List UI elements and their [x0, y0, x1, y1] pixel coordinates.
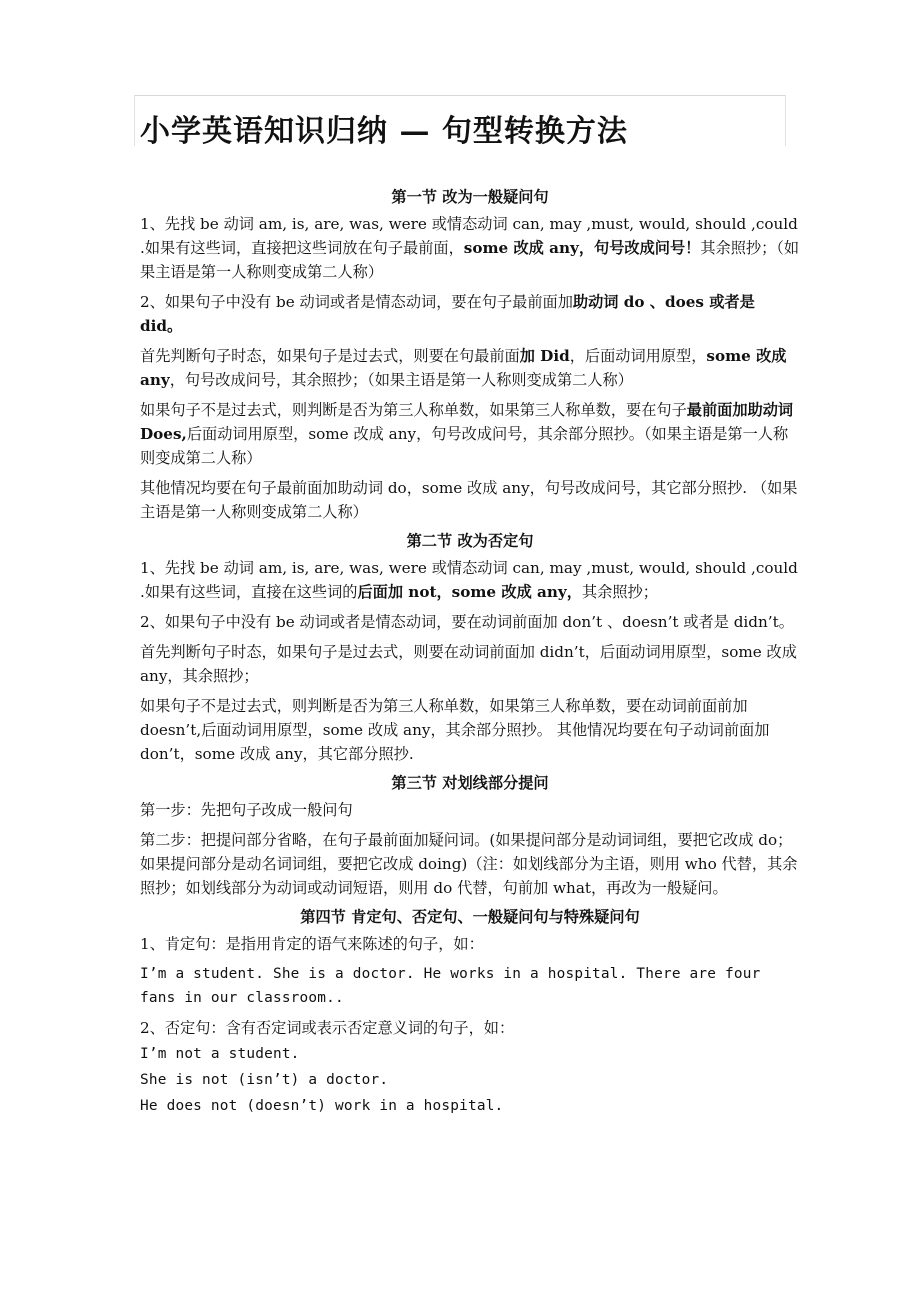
s4-paragraph-2: 2、否定句：含有否定词或表示否定意义词的句子，如：	[140, 1019, 515, 1037]
s1-p3-bold-some: some 改成 any	[140, 347, 787, 389]
s2-p1-tail: 其余照抄；	[581, 583, 658, 601]
s1-p3-bold-did: 加 Did	[519, 347, 570, 365]
s2-paragraph-2: 2、如果句子中没有 be 动词或者是情态动词，要在动词前面加 don’t 、doesn’t 或者是 didn’t。	[140, 613, 794, 631]
s4-example-4: He does not (doesn’t) work in a hospital.	[140, 1098, 504, 1114]
s1-p1-tail: 其余照抄；（如果主语是第一人称则变成第二人称）	[140, 239, 800, 281]
s4-paragraph-1: 1、肯定句：是指用肯定的语气来陈述的句子，如：	[140, 935, 484, 953]
s1-p1-bold: some 改成 any，句号改成问号！	[463, 239, 701, 257]
s1-p4-text: 如果句子不是过去式，则判断是否为第三人称单数，如果第三人称单数，要在句子	[140, 401, 687, 419]
s1-p3-text: 首先判断句子时态，如果句子是过去式，则要在句最前面	[140, 347, 520, 365]
s2-p1-text: 1、先找 be 动词 am, is, are, was, were 或情态动词 can, may ,must, would, should ,could .如果有这些词，直接在这些词的	[140, 559, 798, 601]
s1-paragraph-5: 其他情况均要在句子最前面加助动词 do，some 改成 any，句号改成问号，其它部分照抄. （如果主语是第一人称则变成第二人称）	[140, 479, 798, 521]
s4-example-1: I’m a student. She is a doctor. He works in a hospital. There are four fans in our classroom..	[140, 966, 761, 1006]
s3-paragraph-2: 第二步：把提问部分省略，在句子最前面加疑问词。(如果提问部分是动词词组，要把它改成 do；如果提问部分是动名词词组，要把它改成 doing)（注：如划线部分为主语，则用 who 代替，其余照抄；如划线部分为动词或动词短语，则用 do 代替，句前加 what，再改为一般疑问。	[140, 831, 798, 897]
section-4-heading: 第四节 肯定句、否定句、一般疑问句与特殊疑问句	[300, 908, 640, 926]
section-1-heading: 第一节 改为一般疑问句	[391, 188, 549, 206]
s2-paragraph-3: 首先判断句子时态，如果句子是过去式，则要在动词前面加 didn’t，后面动词用原型，some 改成 any，其余照抄；	[140, 643, 797, 685]
section-2-heading: 第二节 改为否定句	[406, 532, 534, 550]
s1-paragraph-4	[140, 398, 800, 470]
s1-paragraph-2	[140, 290, 800, 338]
document-body	[140, 182, 800, 1120]
s1-paragraph-1	[140, 212, 800, 284]
section-3-heading: 第三节 对划线部分提问	[391, 774, 549, 792]
s1-p1-text: 1、先找 be 动词 am, is, are, was, were 或情态动词 can, may ,must, would, should ,could .如果有这些词，直接把这些词放在句子最前面，	[140, 215, 798, 257]
s2-paragraph-4: 如果句子不是过去式，则判断是否为第三人称单数，如果第三人称单数，要在动词前面前加 doesn’t,后面动词用原型，some 改成 any，其余部分照抄。 其他情况均要在句子动词前面加 don’t，some 改成 any，其它部分照抄.	[140, 697, 770, 763]
s3-paragraph-1: 第一步：先把句子改成一般问句	[140, 801, 353, 819]
s1-p3-mid: ，后面动词用原型，	[569, 347, 707, 365]
page-title: 小学英语知识归纳 — 句型转换方法	[140, 114, 628, 149]
s1-paragraph-3	[140, 344, 800, 392]
s4-example-3: She is not (isn’t) a doctor.	[140, 1072, 389, 1088]
s1-p3-tail: ，句号改成问号，其余照抄；（如果主语是第一人称则变成第二人称）	[169, 371, 633, 389]
s2-paragraph-1	[140, 556, 800, 604]
s2-p1-bold: 后面加 not，some 改成 any，	[357, 583, 582, 601]
s4-example-2: I’m not a student.	[140, 1046, 300, 1062]
s1-p4-tail: 后面动词用原型，some 改成 any，句号改成问号，其余部分照抄。（如果主语是第一人称则变成第二人称）	[140, 425, 789, 467]
s1-p2-bold: 助动词 do 、does 或者是 did。	[140, 293, 755, 335]
s1-p4-bold: 最前面加助动词 Does,	[140, 401, 794, 443]
s1-p2-text: 2、如果句子中没有 be 动词或者是情态动词，要在句子最前面加	[140, 293, 573, 311]
